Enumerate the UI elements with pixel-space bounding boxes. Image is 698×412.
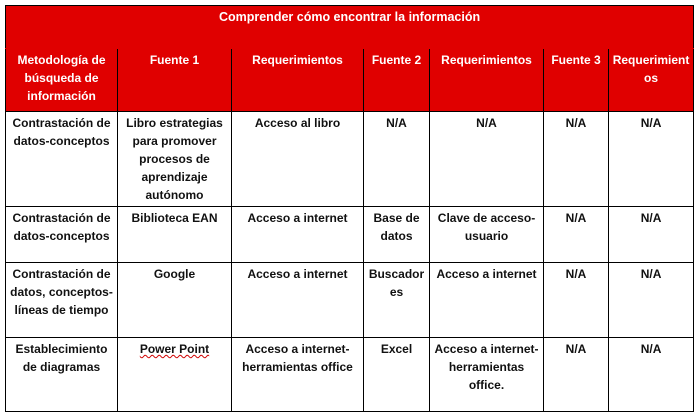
cell-source-3: N/A <box>544 112 609 207</box>
cell-requirements-1: Acceso a internet <box>232 207 364 263</box>
cell-source-1: Google <box>118 263 232 338</box>
cell-requirements-3: N/A <box>609 338 694 412</box>
table-row <box>6 263 694 338</box>
header-methodology: Metodología de búsqueda de información <box>6 49 118 112</box>
table-title: Comprender cómo encontrar la información <box>6 6 694 49</box>
cell-source-2: N/A <box>364 112 430 207</box>
cell-methodology: Contrastación de datos-conceptos <box>6 207 118 263</box>
cell-requirements-2: Acceso a internet <box>430 263 544 338</box>
cell-requirements-1: Acceso al libro <box>232 112 364 207</box>
header-requirements-3: Requerimientos <box>609 49 694 112</box>
information-sources-table <box>5 5 694 412</box>
cell-source-3: N/A <box>544 338 609 412</box>
cell-requirements-3: N/A <box>609 263 694 338</box>
cell-requirements-3: N/A <box>609 112 694 207</box>
table-row <box>6 207 694 263</box>
cell-methodology: Establecimiento de diagramas <box>6 338 118 412</box>
cell-source-2: Base de datos <box>364 207 430 263</box>
cell-requirements-1: Acceso a internet-herramientas office <box>232 338 364 412</box>
header-source-1: Fuente 1 <box>118 49 232 112</box>
cell-methodology: Contrastación de datos-conceptos <box>6 112 118 207</box>
cell-source-3: N/A <box>544 263 609 338</box>
cell-requirements-3: N/A <box>609 207 694 263</box>
cell-methodology: Contrastación de datos, conceptos-líneas de tiempo <box>6 263 118 338</box>
cell-source-1: Libro estrategias para promover procesos de aprendizaje autónomo <box>118 112 232 207</box>
table-title-row <box>6 6 694 49</box>
cell-source-2: Excel <box>364 338 430 412</box>
table-row <box>6 112 694 207</box>
cell-requirements-2: Acceso a internet-herramientas office. <box>430 338 544 412</box>
cell-requirements-1: Acceso a internet <box>232 263 364 338</box>
header-source-2: Fuente 2 <box>364 49 430 112</box>
header-requirements-2: Requerimientos <box>430 49 544 112</box>
cell-source-1: Biblioteca EAN <box>118 207 232 263</box>
cell-requirements-2: Clave de acceso-usuario <box>430 207 544 263</box>
cell-source-2: Buscadores <box>364 263 430 338</box>
header-row <box>6 49 694 112</box>
header-source-3: Fuente 3 <box>544 49 609 112</box>
header-requirements-1: Requerimientos <box>232 49 364 112</box>
spellcheck-flagged-text: Power Point <box>139 342 210 356</box>
cell-source-3: N/A <box>544 207 609 263</box>
table-row <box>6 338 694 412</box>
cell-source-1 <box>118 338 232 412</box>
cell-requirements-2: N/A <box>430 112 544 207</box>
